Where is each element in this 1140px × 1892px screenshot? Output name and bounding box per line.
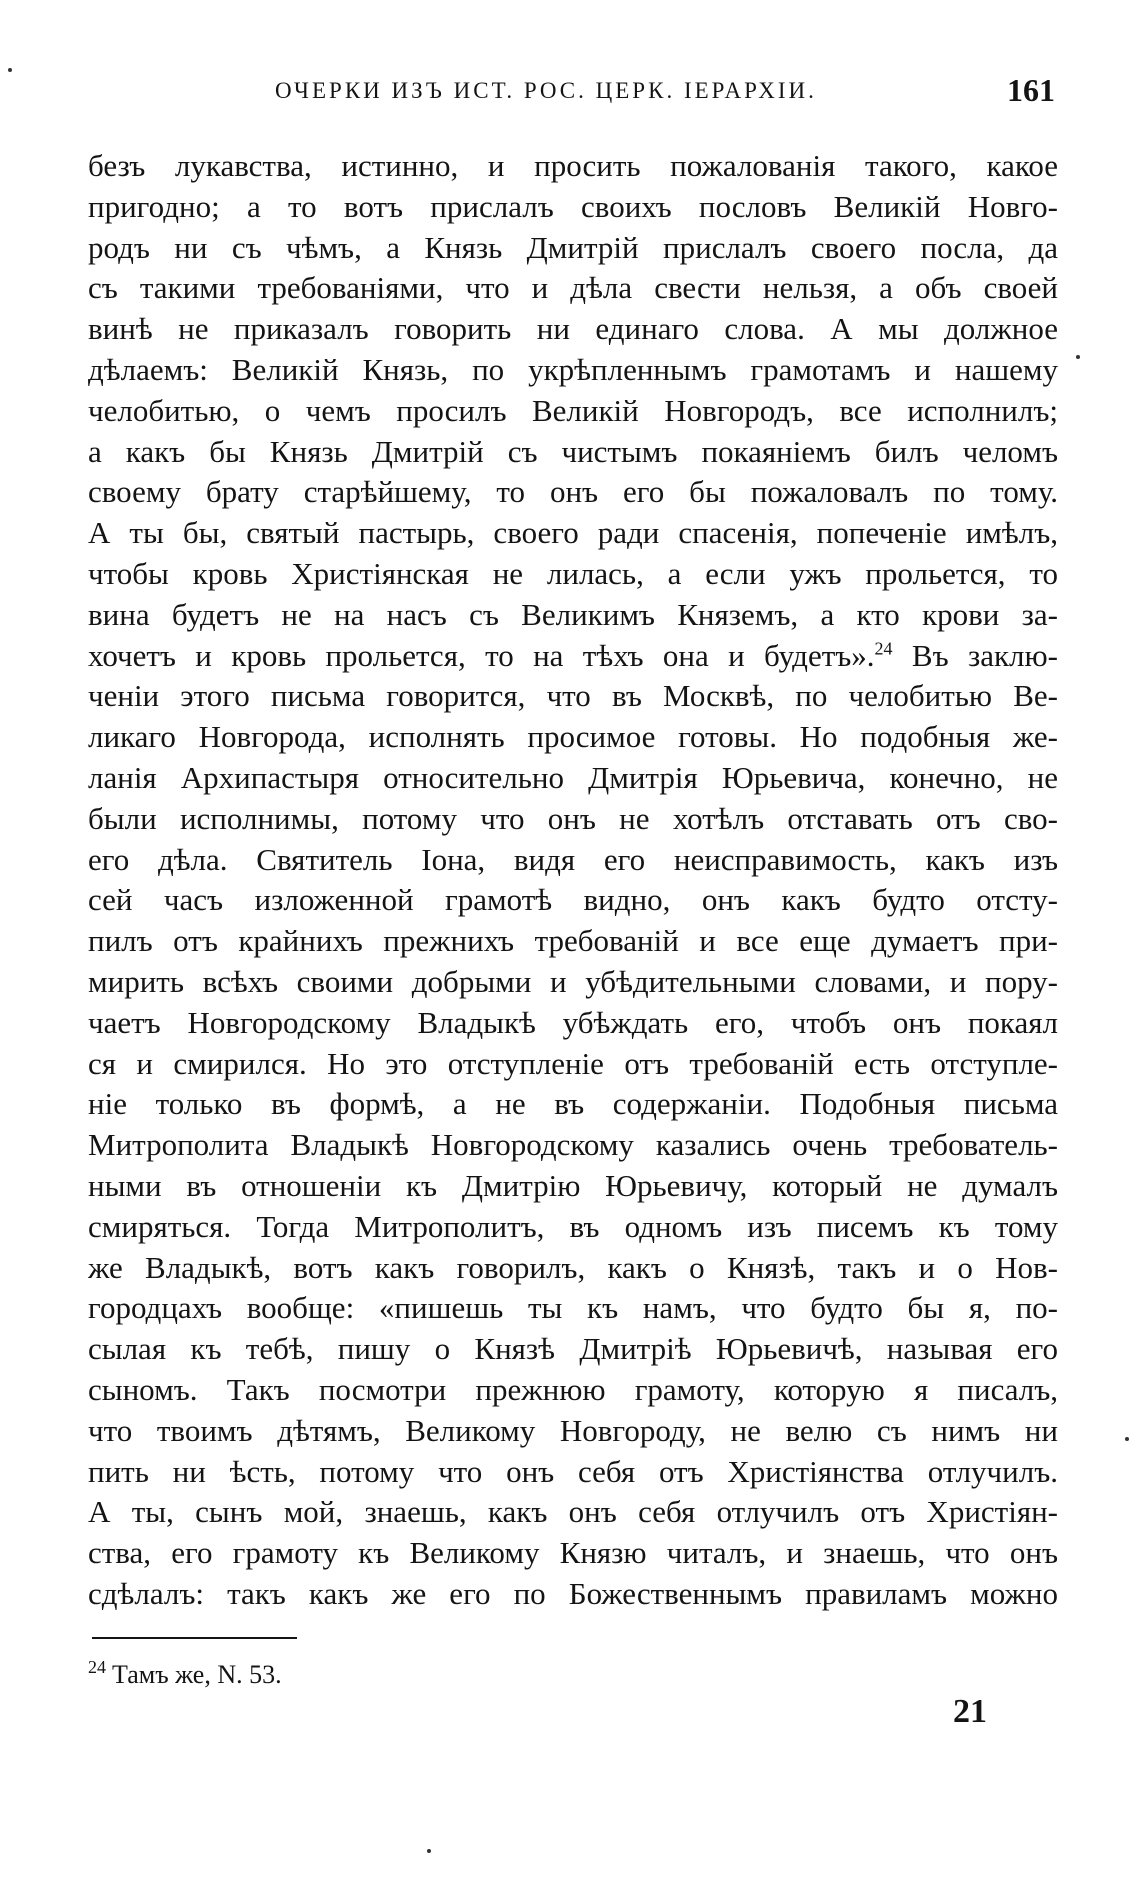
text-line: же Владыкѣ, вотъ какъ говорилъ, какъ о Князѣ, такъ и о Нов- xyxy=(88,1249,1058,1285)
footnote-text: Тамъ же, N. 53. xyxy=(112,1660,282,1689)
text-line: ченіи этого письма говорится, что въ Москвѣ, по челобитью Ве- xyxy=(88,678,1058,714)
text-line: дѣлаемъ: Великій Князь, по укрѣпленнымъ грамотамъ и нашему xyxy=(88,351,1058,387)
page-header xyxy=(275,72,1055,112)
text-line: ства, его грамоту къ Великому Князю читалъ, и знаешь, что онъ xyxy=(88,1535,1058,1571)
footnote-divider xyxy=(92,1637,297,1639)
text-line: А ты, сынъ мой, знаешь, какъ онъ себя отлучилъ отъ Христіян- xyxy=(88,1494,1058,1530)
text-line: городцахъ вообще: «пишешь ты къ намъ, что будто бы я, по- xyxy=(88,1290,1058,1326)
line-text: хочетъ и кровь прольется, то на тѣхъ она и будетъ». xyxy=(88,637,875,673)
text-line: безъ лукавства, истинно, и просить пожалованія такого, какое xyxy=(88,148,1058,183)
text-line: сей часъ изложенной грамотѣ видно, онъ какъ будто отсту- xyxy=(88,882,1058,918)
text-line: мирить всѣхъ своими добрыми и убѣдительными словами, и пору- xyxy=(88,963,1058,999)
text-line-with-note xyxy=(88,636,1058,677)
text-line: вина будетъ не на насъ съ Великимъ Княземъ, а кто крови за- xyxy=(88,596,1058,632)
text-line: ніе только въ формѣ, а не въ содержаніи. Подобныя письма xyxy=(88,1086,1058,1122)
signature-mark: 21 xyxy=(953,1693,987,1730)
text-line: смиряться. Тогда Митрополитъ, въ одномъ изъ писемъ къ тому xyxy=(88,1208,1058,1244)
text-line: сыномъ. Такъ посмотри прежнюю грамоту, которую я писалъ, xyxy=(88,1371,1058,1407)
text-line: съ такими требованіями, что и дѣла свести нельзя, а объ своей xyxy=(88,270,1058,306)
text-line: родъ ни съ чѣмъ, а Князь Дмитрій прислалъ своего посла, да xyxy=(88,229,1058,265)
text-line: ланія Архипастыря относительно Дмитрія Юрьевича, конечно, не xyxy=(88,759,1058,795)
text-line: сдѣлалъ: такъ какъ же его по Божественнымъ правиламъ можно xyxy=(88,1575,1058,1611)
footnote xyxy=(88,1657,282,1690)
line-text: Въ заклю- xyxy=(911,637,1058,673)
text-line: А ты бы, святый пастырь, своего ради спасенія, попеченіе имѣлъ, xyxy=(88,515,1058,551)
text-line: ликаго Новгорода, исполнять просимое готовы. Но подобныя же- xyxy=(88,719,1058,755)
main-text xyxy=(88,146,1058,1615)
text-line: чтобы кровь Христіянская не лилась, а если ужъ прольется, то xyxy=(88,555,1058,591)
text-line: Митрополита Владыкѣ Новгородскому казались очень требователь- xyxy=(88,1127,1058,1163)
print-speck xyxy=(8,68,12,72)
running-title: ОЧЕРКИ ИЗЪ ИСТ. РОС. ЦЕРК. ІЕРАРХІИ. xyxy=(275,78,817,103)
text-line: ными въ отношеніи къ Дмитрію Юрьевичу, который не думалъ xyxy=(88,1167,1058,1203)
text-line: своему брату старѣйшему, то онъ его бы пожаловалъ по тому. xyxy=(88,474,1058,510)
text-line: а какъ бы Князь Дмитрій съ чистымъ покаяніемъ билъ челомъ xyxy=(88,433,1058,469)
text-line: пить ни ѣсть, потому что онъ себя отъ Христіянства отлучилъ. xyxy=(88,1453,1058,1489)
text-line: его дѣла. Святитель Іона, видя его неисправимость, какъ изъ xyxy=(88,841,1058,877)
text-line: что твоимъ дѣтямъ, Великому Новгороду, не велю съ нимъ ни xyxy=(88,1412,1058,1448)
text-line: челобитью, о чемъ просилъ Великій Новгородъ, все исполнилъ; xyxy=(88,392,1058,428)
footnote-reference: 24 xyxy=(874,638,893,659)
print-speck xyxy=(1125,1437,1129,1441)
print-speck xyxy=(427,1849,431,1853)
footnote-number: 24 xyxy=(88,1657,106,1678)
text-line: сылая къ тебѣ, пишу о Князѣ Дмитріѣ Юрьевичѣ, называя его xyxy=(88,1331,1058,1367)
text-line: были исполнимы, потому что онъ не хотѣлъ отставать отъ сво- xyxy=(88,800,1058,836)
text-line: пригодно; а то вотъ прислалъ своихъ пословъ Великій Новго- xyxy=(88,188,1058,224)
text-line: ся и смирился. Но это отступленіе отъ требованій есть отступле- xyxy=(88,1045,1058,1081)
print-speck xyxy=(1076,355,1080,359)
text-line: чаетъ Новгородскому Владыкѣ убѣждать его, чтобъ онъ покаял xyxy=(88,1004,1058,1040)
page-number: 161 xyxy=(1007,72,1055,108)
text-line: пилъ отъ крайнихъ прежнихъ требованій и все еще думаетъ при- xyxy=(88,923,1058,959)
text-line: винѣ не приказалъ говорить ни единаго слова. А мы должное xyxy=(88,311,1058,347)
